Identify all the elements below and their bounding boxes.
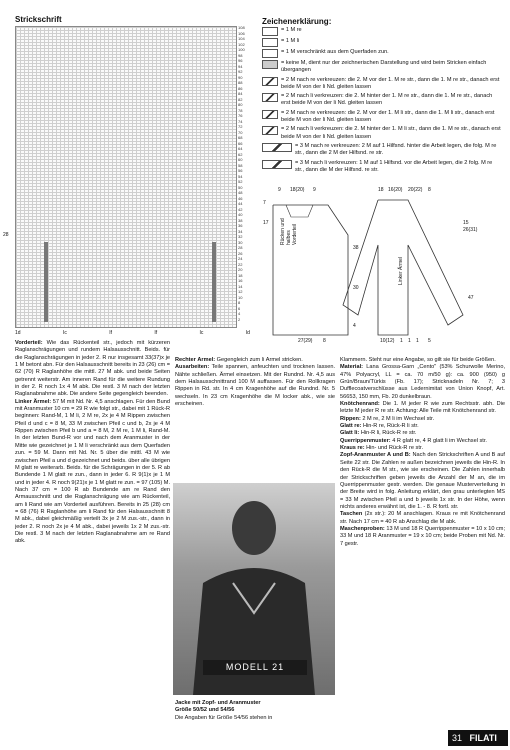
- chart-row-number: 10: [238, 294, 243, 300]
- dim-side-4: 4: [353, 323, 356, 329]
- legend-symbol-icon: [262, 143, 292, 152]
- chart-row-number: 52: [238, 179, 243, 184]
- chart-bottom-mark: If: [109, 330, 112, 336]
- chart-row-number: 58: [238, 162, 243, 168]
- chart-column-marker-right: [212, 242, 216, 322]
- section-heading: Material:: [340, 364, 367, 371]
- legend-text: = 1 M verschränkt aus dem Querfaden zun.: [281, 49, 389, 55]
- chart-bottom-mark: Ic: [199, 330, 204, 336]
- chart-row-number: 42: [238, 206, 243, 212]
- text-ausarbeiten: Teile spannen, anfeuchten und trocknen lassen. Nähte schließen. Ärmel einsetzen. Mit der Rundnd. Nr. 4,5 aus dem Halsausschnittrand 100 M auffassen. Für den Rollkragen Rippen in Rd. str. In 4 cm Kragenhöhe auf die Rundnd. Nr. 5 wechseln. In 23 cm Kragenhöhe die M locker abk., wie sie erscheinen.: [175, 364, 335, 408]
- section-text: 4 R glatt re, 4 R glatt li im Wechsel str.: [392, 437, 487, 444]
- chart-row-number: 100: [238, 47, 245, 52]
- model-number-badge: MODELL 21: [203, 660, 307, 675]
- chart-row-number: 2: [238, 316, 241, 322]
- chart-row-number: 66: [238, 140, 243, 146]
- section-text: Hin- und Rück-R re str.: [366, 445, 424, 452]
- chart-row-number: 88: [238, 80, 243, 85]
- dim-side-1: 7: [263, 200, 266, 206]
- legend-symbol-icon: [262, 126, 278, 135]
- section-heading: Taschen: [340, 511, 365, 518]
- chart-row-number: 56: [238, 168, 243, 173]
- heading-rechter-aermel: Rechter Ärmel:: [175, 357, 216, 363]
- chart-row-number: 74: [238, 118, 243, 124]
- legend-text: = 2 M nach li verkreuzen: die 2. M hinter der 1. M re str., dann die 1. M re str., danach erst beide M von der li Nd. gleiten lassen: [281, 93, 493, 107]
- text-vorderteil: Wie das Rückenteil str., jedoch mit kürzeren Raglanschrägungen und rundem Halsausschnitt. Beids. für die Raglanschrägungen in jeder 2. R nur insgesamt 33(37)x je 1 M betont abn. Für den Halsausschnitt bereits in 23 (26) cm = 62 (70) R Raglanhöhe die mittl. 27 M abk. und beide Seiten getrennt weiterstr. Am inneren Rand für die weitere Rundung in der 2. R noch 1x 4 M abk. Die restl. 3 M nach der letzten Raglanabnahme abk. Die andere Seite gegengleich beenden.: [15, 340, 170, 398]
- garment-schematic: [258, 185, 503, 345]
- heading-vorderteil: Vorderteil:: [15, 340, 43, 346]
- caption-title: Jacke mit Zopf- und Aranmuster: [175, 700, 261, 706]
- chart-row-number: 48: [238, 190, 243, 195]
- chart-row-number: 72: [238, 124, 243, 129]
- section-heading: Maschenproben:: [340, 525, 387, 532]
- chart-row-number: 36: [238, 223, 243, 228]
- section-text: Lana Grossa-Garn „Cento" (53% Schurwolle Merino, 47% Polyacryl, LL = ca. 70 m/50 g): ca. 900 (950) g Grün/Braun/Türkis (Fb. 17); Stricknadeln Nr. 7; 3 Dufflecoatverschlüsse aus Ledernimitat von Union Knopf, Art. 56653, 150 mm, Fb. 20 dunkelbraun.: [340, 364, 505, 400]
- dim-bottom-7: 5: [428, 338, 431, 344]
- dim-top-2: 18(20): [290, 187, 305, 193]
- section-text: Hin-R re, Rück-R li str.: [363, 423, 419, 430]
- section-text: Die 1. M jeder R wie zum Rechtsstr. abh. Die letzte M jeder R re str. Achtung: Alle Teile mit Knötchenrand str.: [340, 401, 505, 415]
- heading-ausarbeiten: Ausarbeiten:: [175, 364, 210, 371]
- section-heading: Glatt re:: [340, 423, 364, 430]
- legend-text: = keine M, dient nur der zeichnerischen Darstellung und wird beim Stricken einfach übergangen: [281, 60, 487, 74]
- chart-row-number: 86: [238, 85, 243, 91]
- chart-row-number: 106: [238, 30, 245, 36]
- chart-row-number: 40: [238, 212, 243, 217]
- legend-item: [262, 27, 502, 36]
- chart-bottom-mark: Id: [245, 330, 250, 336]
- schematic-drawing: [258, 185, 503, 345]
- brand-logo: FILATI: [469, 733, 497, 743]
- legend-text: = 3 M nach re verkreuzen: 2 M auf 1 Hilfsnd. hinter die Arbeit legen, die folg. M re str., dann die 2 M der Hilfsnd. re str.: [295, 142, 497, 157]
- page-number: 31: [452, 733, 463, 743]
- heading-linker-aermel: Linker Ärmel:: [15, 398, 52, 405]
- dim-side-5: 38: [353, 245, 359, 251]
- chart-row-number: 70: [238, 129, 243, 135]
- legend-item: [262, 93, 502, 108]
- schematic-label-sleeve: Linker Ärmel: [398, 256, 404, 285]
- chart-row-number: 104: [238, 36, 245, 41]
- chart-row-number: 108: [238, 25, 245, 30]
- legend-item: [262, 49, 502, 58]
- chart-row-number: 38: [238, 217, 243, 223]
- section-text: 13 M und 18 R Querrippenmuster = 10 x 10 cm; 33 M und 18 R Aranmuster = 19 x 10 cm; beide Proben mit Nd. Nr. 7 gestr.: [340, 525, 505, 547]
- chart-bottom-mark: If: [154, 330, 158, 336]
- chart-row-number: 50: [238, 184, 243, 190]
- legend-symbol-icon: [262, 60, 278, 69]
- legend-symbol-icon: [262, 27, 278, 36]
- legend-symbol-icon: [262, 110, 278, 119]
- legend-symbol-icon: [262, 93, 278, 102]
- chart-row-number: 12: [238, 289, 243, 294]
- chart-row-number: 6: [238, 305, 241, 311]
- chart-row-number: 26: [238, 250, 243, 256]
- dim-bottom-5: 1: [408, 338, 411, 344]
- chart-row-number: 8: [238, 300, 241, 305]
- legend-text: = 1 M li: [281, 38, 300, 44]
- chart-row-number: 32: [238, 234, 243, 239]
- section-heading: Rippen:: [340, 415, 363, 422]
- dim-bottom-6: 1: [416, 338, 419, 344]
- chart-row-number: 94: [238, 63, 243, 69]
- chart-bottom-marks: [15, 330, 250, 336]
- legend-item: [262, 160, 502, 175]
- chart-row-number: 30: [238, 239, 243, 245]
- dim-top-6: 20(22): [408, 187, 423, 193]
- instructions-column-2: [175, 357, 335, 480]
- chart-row-number: 54: [238, 173, 243, 179]
- chart-row-number: 62: [238, 151, 243, 157]
- section-heading: Kraus re:: [340, 445, 367, 452]
- legend-symbol-icon: [262, 160, 292, 169]
- caption-size: Größe 50/52 und 54/56: [175, 707, 235, 714]
- chart-row-number: 84: [238, 91, 243, 96]
- chart-row-number: 90: [238, 74, 243, 80]
- legend-text: = 2 M nach re verkreuzen: die 2. M vor der 1. M li str., dann die 1. M li str., danach erst beide M von der li Nd. gleiten lassen: [281, 109, 495, 124]
- dim-side-3: 30: [353, 285, 359, 291]
- dim-side-8: 26(31): [463, 227, 478, 233]
- chart-row-number: 24: [238, 256, 243, 261]
- legend-list: [262, 27, 502, 176]
- dim-side-6: 15: [463, 220, 469, 226]
- dim-top-3: 9: [313, 187, 316, 193]
- text-linker-aermel: 57 M mit Nd. Nr. 4,5 anschlagen. Für den Bund mit Aranmuster 10 cm = 29 R wie folgt str., dabei mit 1 Rück-R beginnen: Rand-M, 1 M li, 2 M re, 2x je 4 M Rippen zwischen Pfeil d und c = 8 M, 33 M zwischen Pfeil c und b, 2x je 4 M Rippen zwischen Pfeil b und a = 8 M, 2 M re, 1 M li, Rand-M. In der letzten Bund-R vor und nach dem Aranmuster in der Mitte wie gezeichnet je 1 M li verschränkt aus dem Querfaden zun. = 59 M. Dann mit Nd. Nr. 5 über die mittl. 43 M wie zwischen Pfeil a und d gezeichnet und beids. über alle übrigen M glatt re weiterarb. Beids. für die Schrägungen in der 5. R ab Bundende 1 M glatt re zun., dann in jeder 6. R 9(1)x je 1 M und in jeder 4. R noch 9(21)x je 1 M glatt re zun. = 97 (105) M. Nach 37 cm = 100 R ab Bundende am re Rand den Armausschnitt und die Raglanschrägung wie am Rückenteil, am li Rand wie am Vorderteil ausführen. Bereits in 25 (28) cm = 68 (76) R Raglanhöhe am li Rand für den Halsausschnitt 8 M abk., dabei gleichmäßig verteilt 3x je 2 M zus.-str., dann in jeder 2. R noch 2x je 4 M abk., dabei jeweils 1x 2 M zus.-str. Die restl. 3 M nach der letzten Raglanabnahme am re Rand abk.: [15, 398, 170, 545]
- legend-text: = 3 M nach li verkreuzen: 1 M auf 1 Hilfsnd. vor die Arbeit legen, die 2 folg. M re str., dann die M der Hilfsnd. re str.: [295, 159, 493, 173]
- chart-row-number: 34: [238, 228, 243, 234]
- dim-top-7: 8: [428, 187, 431, 193]
- schematic-label-back: Rücken und halbes Vorderteil: [280, 218, 298, 245]
- section-heading: Knötchenrand:: [340, 401, 383, 408]
- legend-symbol-icon: [262, 38, 278, 47]
- section-text: Nach den Strickschriften A und B auf Seite 22 str. Die Zahlen re außen bezeichnen jeweils die Hin-R. In den Rück-R die M str., wie sie erscheinen. Die Zahlen innerhalb der Strickschriften geben jeweils die Anzahl der M an, die im Querrippenmuster gestr. werden. Die genaue Musterverteilung in der Breite wird in folg. Anleitung erklärt, den grau unterlegten MS = 33 M zwischen Pfeil a und b jeweils 1x str. In der Höhe, wenn nichts anderes erwähnt ist, die 1. - 8. R fortl. str.: [340, 452, 505, 510]
- page-footer: [448, 730, 508, 746]
- legend-text: = 1 M re: [281, 27, 302, 33]
- chart-column-marker-left: [44, 242, 48, 322]
- chart-row-number: 20: [238, 267, 243, 272]
- section-text: 2 M re, 2 M li im Wechsel str.: [362, 415, 435, 422]
- legend-item: [262, 60, 502, 75]
- dim-top-5: 16(20): [388, 187, 403, 193]
- knitting-chart: [15, 26, 237, 328]
- section-heading: Zopf-Aranmuster A und B:: [340, 452, 413, 459]
- chart-bottom-mark: Ic: [62, 330, 67, 336]
- chart-row-number: 78: [238, 107, 243, 113]
- section-text: (2x str.): 20 M anschlagen. Kraus re mit Knötchenrand str. Nach 17 cm = 40 R ab Anschlag die M abk.: [340, 511, 505, 525]
- section-heading: Glatt li:: [340, 430, 361, 437]
- legend-item: [262, 126, 502, 141]
- legend-item: [262, 143, 502, 158]
- chart-row-numbers: [238, 26, 252, 326]
- legend-item: [262, 77, 502, 92]
- section-text: Hin-R li, Rück-R re str.: [360, 430, 417, 437]
- dim-bottom-3: 10(12): [380, 338, 395, 344]
- dim-side-2: 17: [263, 220, 269, 226]
- text-rechter-aermel: Gegengleich zum li Ärmel stricken.: [216, 357, 303, 363]
- legend-title: Zeichenerklärung:: [262, 17, 332, 26]
- chart-row-number: 44: [238, 201, 243, 206]
- photo-caption: [175, 700, 335, 722]
- chart-row-number: 82: [238, 96, 243, 102]
- legend-symbol-icon: [262, 77, 278, 86]
- chart-row-number: 60: [238, 157, 243, 162]
- dim-bottom-2: 8: [323, 338, 326, 344]
- chart-bottom-mark: 1d: [15, 330, 21, 336]
- dim-side-7: 47: [468, 295, 474, 301]
- chart-row-number: 4: [238, 311, 241, 316]
- chart-row-number: 68: [238, 135, 243, 140]
- chart-side-mark: 28: [3, 232, 9, 238]
- chart-row-number: 76: [238, 113, 243, 118]
- dim-top-4: 18: [378, 187, 384, 193]
- instructions-column-3: [340, 357, 505, 727]
- chart-row-number: 18: [238, 272, 243, 278]
- chart-row-number: 46: [238, 195, 243, 201]
- chart-title: Strickschrift: [15, 15, 62, 24]
- chart-row-number: 22: [238, 261, 243, 267]
- instructions-column-1: [15, 340, 170, 725]
- chart-row-number: 28: [238, 245, 243, 250]
- chart-row-number: 64: [238, 146, 243, 151]
- legend-symbol-icon: [262, 49, 278, 58]
- dim-bottom-1: 27(29): [298, 338, 313, 344]
- chart-row-number: 16: [238, 278, 243, 283]
- chart-row-number: 92: [238, 69, 243, 74]
- caption-text: Die Angaben für Größe 54/56 stehen in: [175, 714, 273, 721]
- legend-item: [262, 110, 502, 125]
- col3-intro: Klammern. Steht nur eine Angabe, so gilt sie für beide Größen.: [340, 357, 496, 363]
- chart-row-number: 14: [238, 283, 243, 289]
- legend-text: = 2 M nach li verkreuzen: die 2. M hinter der 1. M li str., dann die 1. M re str., danach erst beide M von der li Nd. gleiten lassen: [281, 126, 501, 140]
- chart-row-number: 102: [238, 41, 245, 47]
- legend-text: = 2 M nach re verkreuzen: die 2. M vor der 1. M re str., dann die 1. M re str., danach erst beide M von der li Nd. gleiten lassen: [281, 76, 500, 90]
- chart-row-number: 96: [238, 58, 243, 63]
- chart-row-number: 80: [238, 102, 243, 107]
- dim-bottom-4: 1: [400, 338, 403, 344]
- section-heading: Querrippenmuster:: [340, 437, 393, 444]
- dim-top-1: 9: [278, 187, 281, 193]
- chart-row-number: 98: [238, 52, 243, 58]
- legend-item: [262, 38, 502, 47]
